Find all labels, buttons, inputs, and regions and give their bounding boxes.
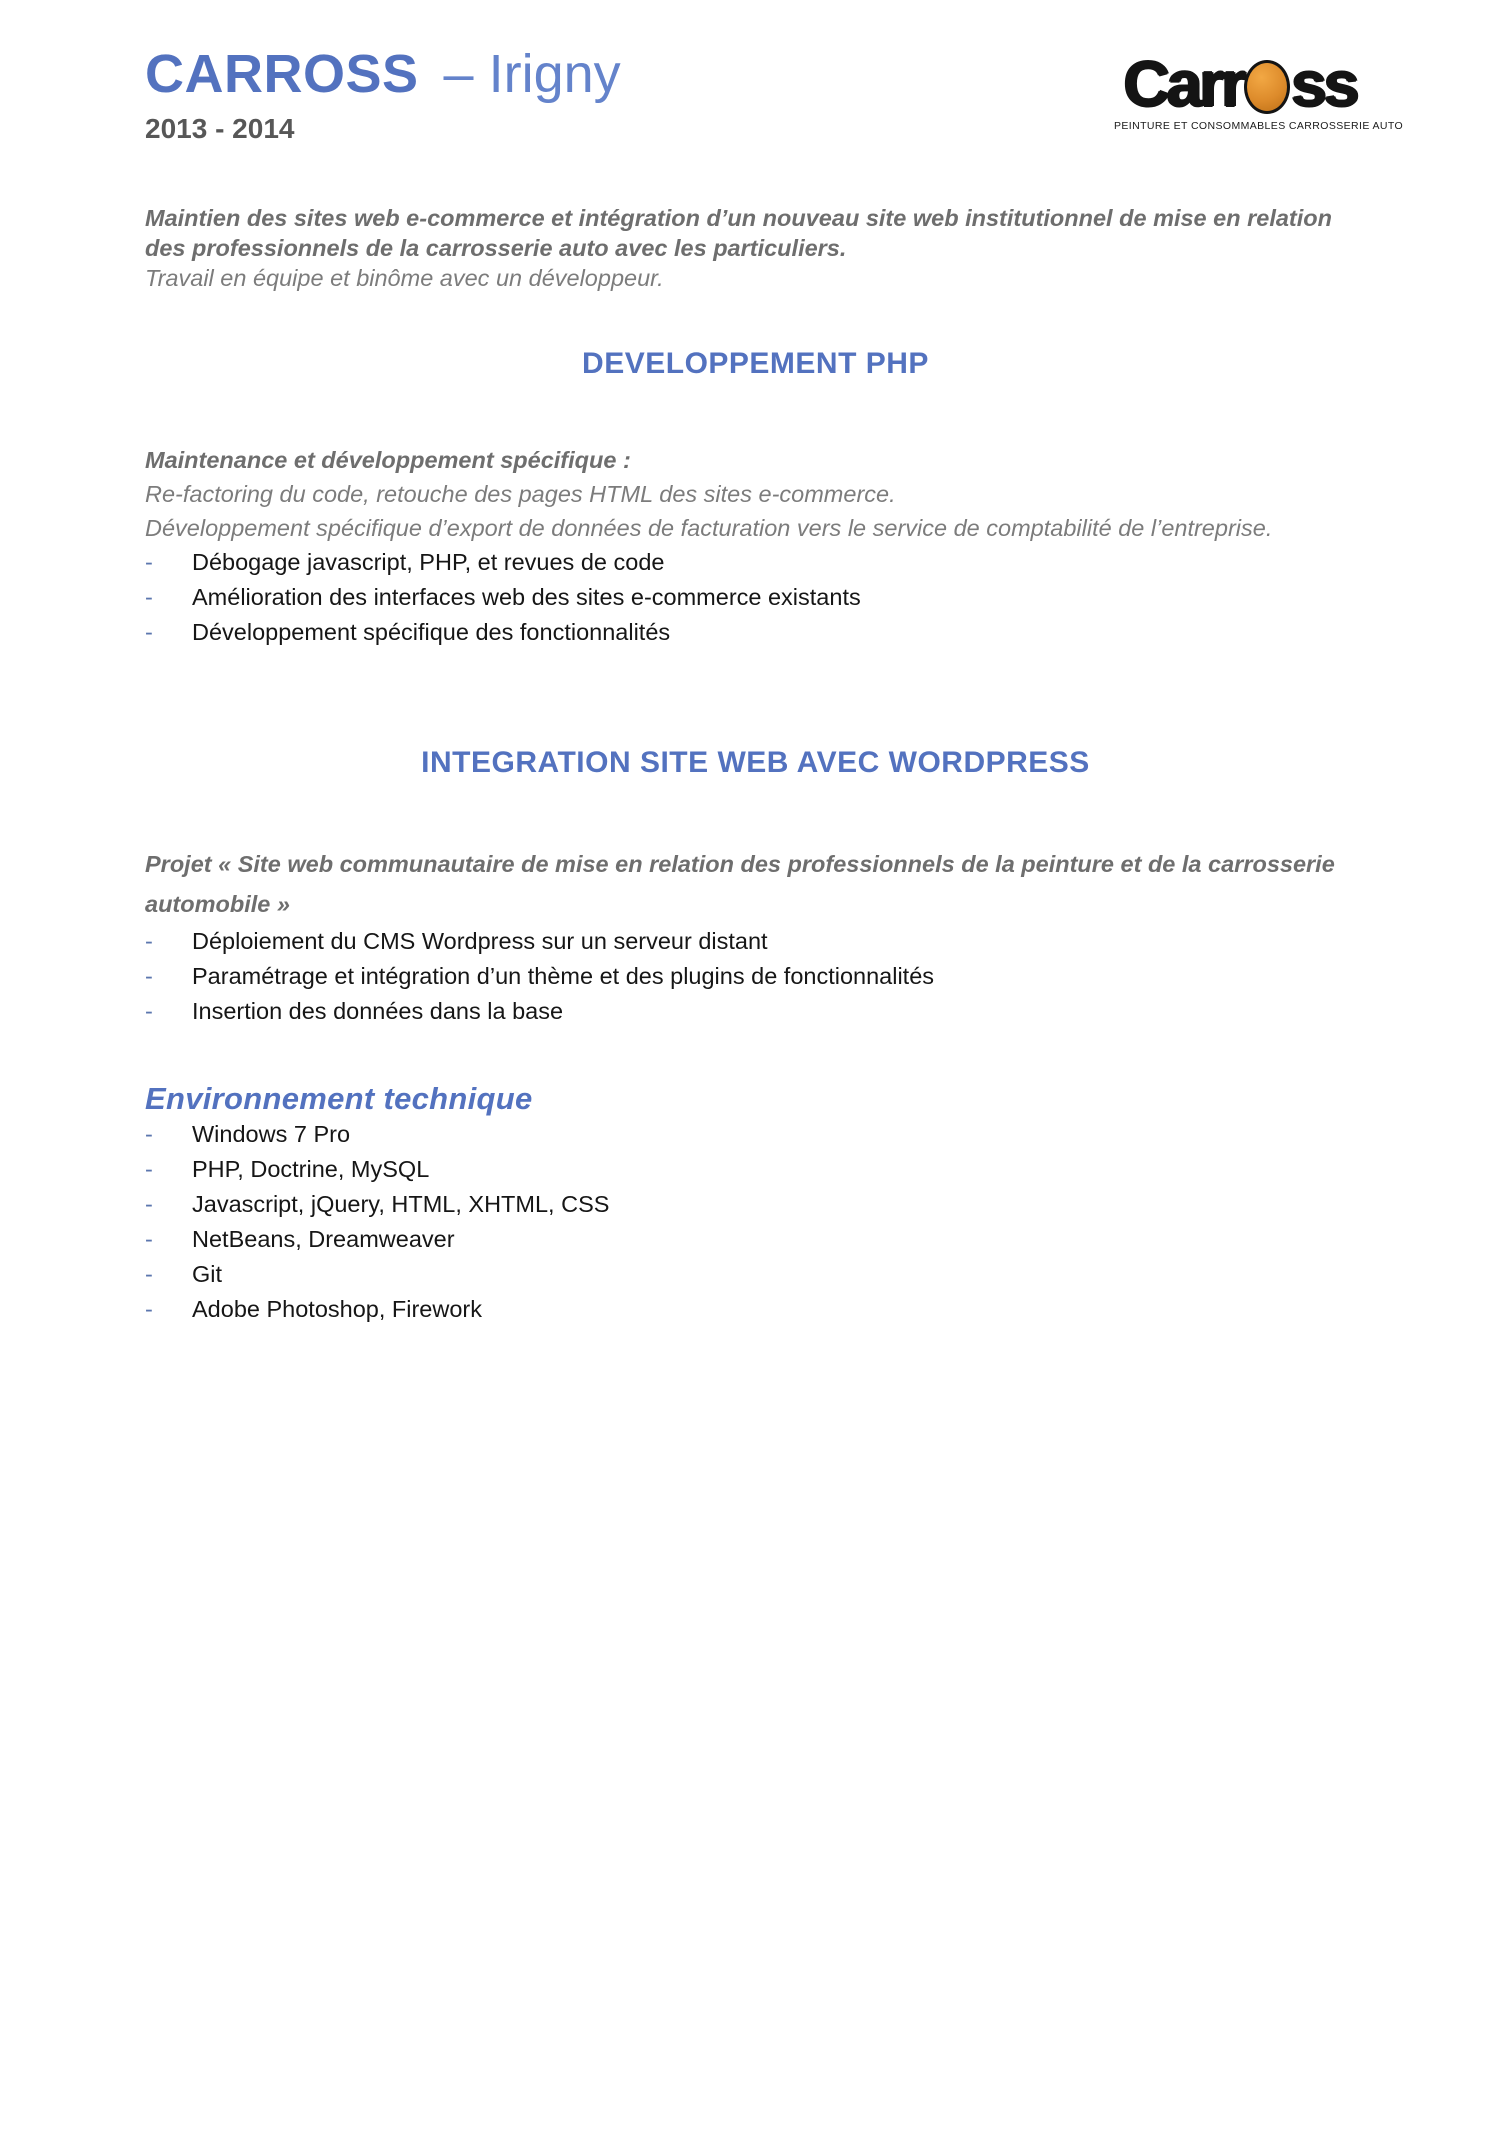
intro-lead-text: Maintien des sites web e-commerce et intégration d’un nouveau site web institutionnel de mise en relation des professionnels de la carrosserie auto avec les particuliers. [145, 204, 1332, 261]
maintenance-line1: Re-factoring du code, retouche des pages HTML des sites e-commerce. [145, 480, 896, 507]
list-item [145, 1257, 1366, 1292]
environment-bullet-list [145, 1117, 1366, 1327]
list-item-text: Amélioration des interfaces web des sites e-commerce existants [192, 583, 861, 610]
dash-bullet: - [145, 1225, 153, 1252]
dash-bullet: - [145, 997, 153, 1024]
company-logo [1114, 48, 1404, 132]
maintenance-block-title: Maintenance et développement spécifique : [145, 446, 631, 473]
dash-bullet: - [145, 927, 153, 954]
page-content [0, 46, 1511, 1327]
page-title [145, 46, 621, 103]
dash-bullet: - [145, 1260, 153, 1287]
period-label: 2013 - 2014 [145, 112, 295, 144]
dash-bullet: - [145, 1120, 153, 1147]
company-location: – Irigny [443, 44, 621, 104]
orange-sphere-icon [1244, 60, 1290, 114]
intro-paragraph [145, 203, 1366, 293]
list-item [145, 1222, 1366, 1257]
logo-text-end: ss [1291, 48, 1357, 120]
list-item [145, 1117, 1366, 1152]
maintenance-block [145, 443, 1366, 545]
list-item-text: Adobe Photoshop, Firework [192, 1295, 482, 1322]
list-item-text: Développement spécifique des fonctionnalités [192, 618, 671, 645]
list-item [145, 545, 1366, 580]
list-item-text: NetBeans, Dreamweaver [192, 1225, 455, 1252]
dash-bullet: - [145, 618, 153, 645]
list-item-text: Débogage javascript, PHP, et revues de code [192, 548, 665, 575]
list-item-text: Déploiement du CMS Wordpress sur un serveur distant [192, 927, 768, 954]
section-heading-php: DEVELOPPEMENT PHP [582, 346, 929, 380]
dash-bullet: - [145, 1155, 153, 1182]
dash-bullet: - [145, 1295, 153, 1322]
list-item-text: Javascript, jQuery, HTML, XHTML, CSS [192, 1190, 610, 1217]
list-item [145, 994, 1366, 1029]
list-item [145, 1292, 1366, 1327]
logo-caption: PEINTURE ET CONSOMMABLES CARROSSERIE AUTO [1114, 120, 1404, 132]
dash-bullet: - [145, 548, 153, 575]
dash-bullet: - [145, 962, 153, 989]
list-item [145, 1152, 1366, 1187]
list-item-text: Insertion des données dans la base [192, 997, 564, 1024]
list-item [145, 1187, 1366, 1222]
dash-bullet: - [145, 583, 153, 610]
dash-bullet: - [145, 1190, 153, 1217]
project-description: Projet « Site web communautaire de mise en relation des professionnels de la peinture et de la carrosserie automobile » [145, 850, 1335, 917]
list-item [145, 924, 1366, 959]
intro-sub-text: Travail en équipe et binôme avec un développeur. [145, 264, 664, 291]
list-item-text: Paramétrage et intégration d’un thème et des plugins de fonctionnalités [192, 962, 935, 989]
section-heading-environment: Environnement technique [145, 1080, 533, 1116]
title-block [145, 46, 621, 145]
php-bullet-list [145, 545, 1366, 650]
maintenance-line2: Développement spécifique d’export de données de facturation vers le service de comptabilité de l’entreprise. [145, 514, 1273, 541]
list-item-text: Git [192, 1260, 223, 1287]
list-item [145, 615, 1366, 650]
list-item [145, 959, 1366, 994]
header [145, 44, 1404, 145]
list-item-text: PHP, Doctrine, MySQL [192, 1155, 430, 1182]
logo-wordmark [1114, 48, 1366, 120]
list-item-text: Windows 7 Pro [192, 1120, 351, 1147]
logo-text-start: Carr [1123, 48, 1244, 120]
section-heading-wordpress: INTEGRATION SITE WEB AVEC WORDPRESS [421, 745, 1090, 779]
list-item [145, 580, 1366, 615]
company-name: CARROSS [145, 44, 419, 104]
wordpress-bullet-list [145, 924, 1366, 1029]
